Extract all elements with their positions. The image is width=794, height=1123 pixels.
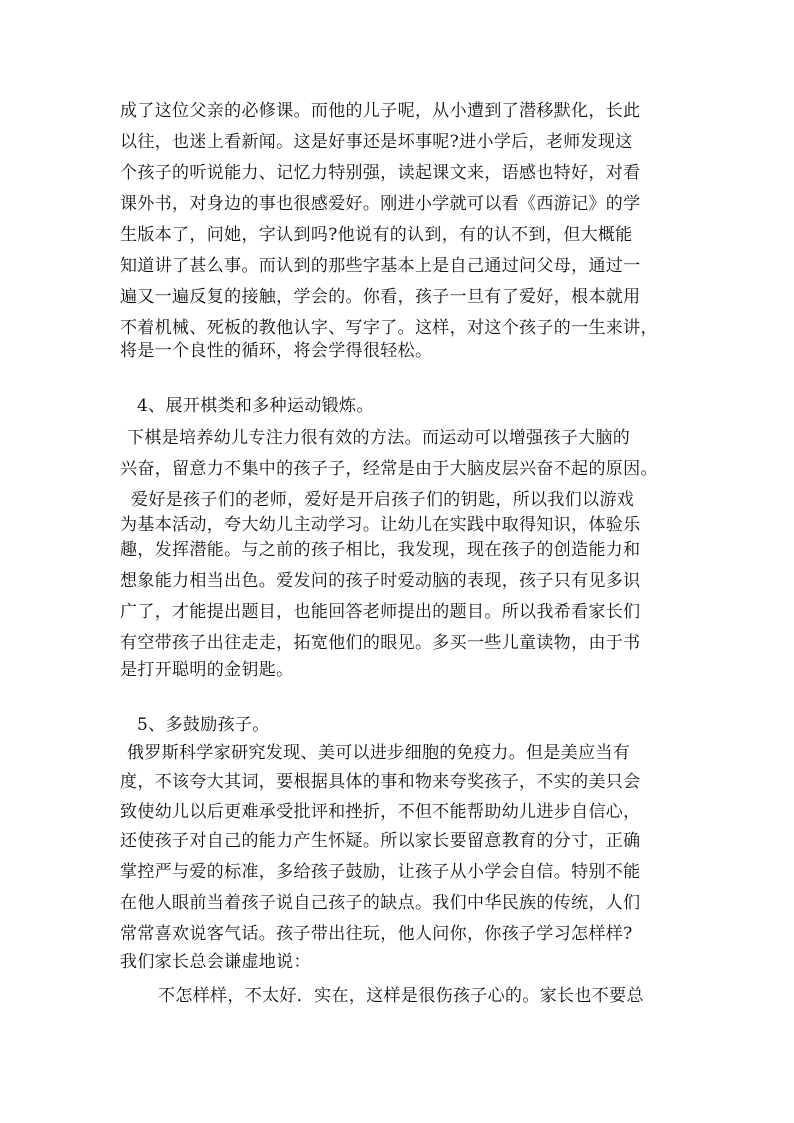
text-line: 下棋是培养幼儿专注力很有效的方法。而运动可以增强孩子大脑的 xyxy=(127,428,631,448)
section-heading-5: 5、多鼓励孩子。 xyxy=(137,715,270,735)
text-line: 度，不该夸大其词，要根据具体的事和物来夸奖孩子，不实的美只会 xyxy=(120,772,641,792)
text-line: 想象能力相当出色。爱发问的孩子时爱动脑的表现，孩子只有见多识 xyxy=(120,571,641,591)
text-line: 掌控严与爱的标准，多给孩子鼓励，让孩子从小学会自信。特别不能 xyxy=(120,862,641,882)
text-line: 课外书，对身边的事也很感爱好。刚进小学就可以看《西游记》的学 xyxy=(120,194,641,214)
text-line: 知道讲了甚么事。而认到的那些字基本上是自己通过问父母，通过一 xyxy=(120,256,641,276)
text-line: 以往，也迷上看新闻。这是好事还是坏事呢?进小学后，老师发现这 xyxy=(120,132,633,152)
text-line: 不怎样样，不太好．实在，这样是很伤孩子心的。家长也不要总 xyxy=(158,986,644,1006)
text-line: 个孩子的听说能力、记忆力特别强，读起课文来，语感也特好，对看 xyxy=(120,163,641,183)
text-line: 俄罗斯科学家研究发现、美可以进步细胞的免疫力。但是美应当有 xyxy=(127,743,631,763)
text-line: 将是一个良性的循环，将会学得很轻松。 xyxy=(120,341,433,361)
text-line: 广了，才能提出题目，也能回答老师提出的题目。所以我希看家长们 xyxy=(120,602,641,622)
text-line: 致使幼儿以后更难承受批评和挫折，不但不能帮助幼儿进步自信心， xyxy=(120,802,641,822)
text-line: 生版本了，问她，字认到吗?他说有的认到，有的认不到，但大概能 xyxy=(120,225,633,245)
section-heading-4: 4、展开棋类和多种运动锻炼。 xyxy=(137,396,374,416)
text-line: 有空带孩子出往走走，拓宽他们的眼见。多买一些儿童读物，由于书 xyxy=(120,633,641,653)
text-line: 趣，发挥潜能。与之前的孩子相比，我发现，现在孩子的创造能力和 xyxy=(120,540,641,560)
text-line: 不着机械、死板的教他认字、写字了。这样，对这个孩子的一生来讲， xyxy=(120,318,658,338)
text-line: 爱好是孩子们的老师，爱好是开启孩子们的钥匙，所以我们以游戏 xyxy=(131,490,635,510)
text-line: 我们家长总会谦虚地说： xyxy=(120,952,311,972)
text-line: 遍又一遍反复的接触，学会的。你看，孩子一旦有了爱好，根本就用 xyxy=(120,287,641,307)
text-line: 在他人眼前当着孩子说自己孩子的缺点。我们中华民族的传统，人们 xyxy=(120,893,641,913)
text-line: 是打开聪明的金钥匙。 xyxy=(120,660,294,680)
text-line: 还使孩子对自己的能力产生怀疑。所以家长要留意教育的分寸，正确 xyxy=(120,831,641,851)
text-line: 常常喜欢说客气话。孩子带出往玩，他人问你，你孩子学习怎样样? xyxy=(120,924,633,944)
text-line: 成了这位父亲的必修课。而他的儿子呢，从小遭到了潜移默化，长此 xyxy=(120,101,641,121)
text-line: 兴奋，留意力不集中的孩子子，经常是由于大脑皮层兴奋不起的原因。 xyxy=(120,459,658,479)
text-line: 为基本活动，夸大幼儿主动学习。让幼儿在实践中取得知识，体验乐 xyxy=(120,515,641,535)
